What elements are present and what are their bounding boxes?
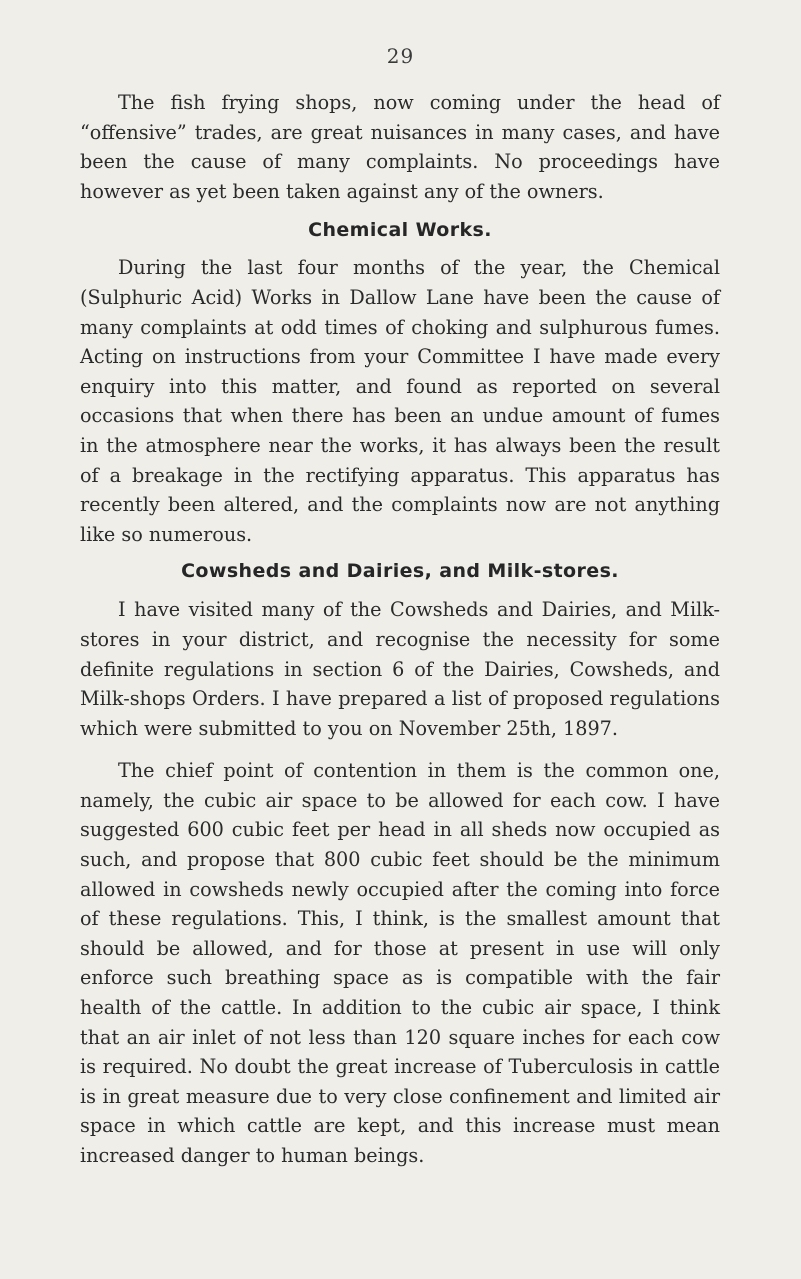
page-content: [80, 88, 720, 1171]
page-number: 29: [386, 44, 415, 68]
chemical-works-heading: Chemical Works.: [308, 219, 492, 242]
cowsheds-paragraph-2: The chief point of contention in them is the common one, namely, the cubic air space to be allowed for each cow. I have suggested 600 cubic feet per head in all sheds now occupied as such, and propose that 800 cubic feet should be the minimum allowed in cowsheds newly occupied after the coming into force of these regulations. This, I think, is the smallest amount that should be allowed, and for those at present in use will only enforce such breathing space as is compatible with the fair health of the cattle. In addition to the cubic air space, I think that an air inlet of not less than 120 square inches for each cow is required. No doubt the great increase of Tuberculosis in cattle is in great measure due to very close confinement and limited air space in which cattle are kept, and this increase must mean increased danger to human beings.: [80, 759, 720, 1167]
intro-paragraph: The fish frying shops, now coming under the head of “offensive” trades, are great nuisances in many cases, and have been the cause of many complaints. No proceedings have however as yet been taken against any of the owners.: [80, 91, 720, 203]
cowsheds-heading: Cowsheds and Dairies, and Milk-stores.: [181, 560, 619, 583]
chemical-works-paragraph: During the last four months of the year, the Chemical (Sulphuric Acid) Works in Dallow Lane have been the cause of many complaints at odd times of choking and sulphurous fumes. Acting on instructions from your Committee I have made every enquiry into this matter, and found as reported on several occasions that when there has been an undue amount of fumes in the atmosphere near the works, it has always been the result of a breakage in the rectifying apparatus. This apparatus has recently been altered, and the complaints now are not anything like so numerous.: [80, 256, 720, 546]
cowsheds-paragraph-1: I have visited many of the Cowsheds and Dairies, and Milk-stores in your district, and recognise the necessity for some definite regulations in section 6 of the Dairies, Cowsheds, and Milk-shops Orders. I have prepared a list of proposed regulations which were submitted to you on November 25th, 1897.: [80, 598, 720, 740]
